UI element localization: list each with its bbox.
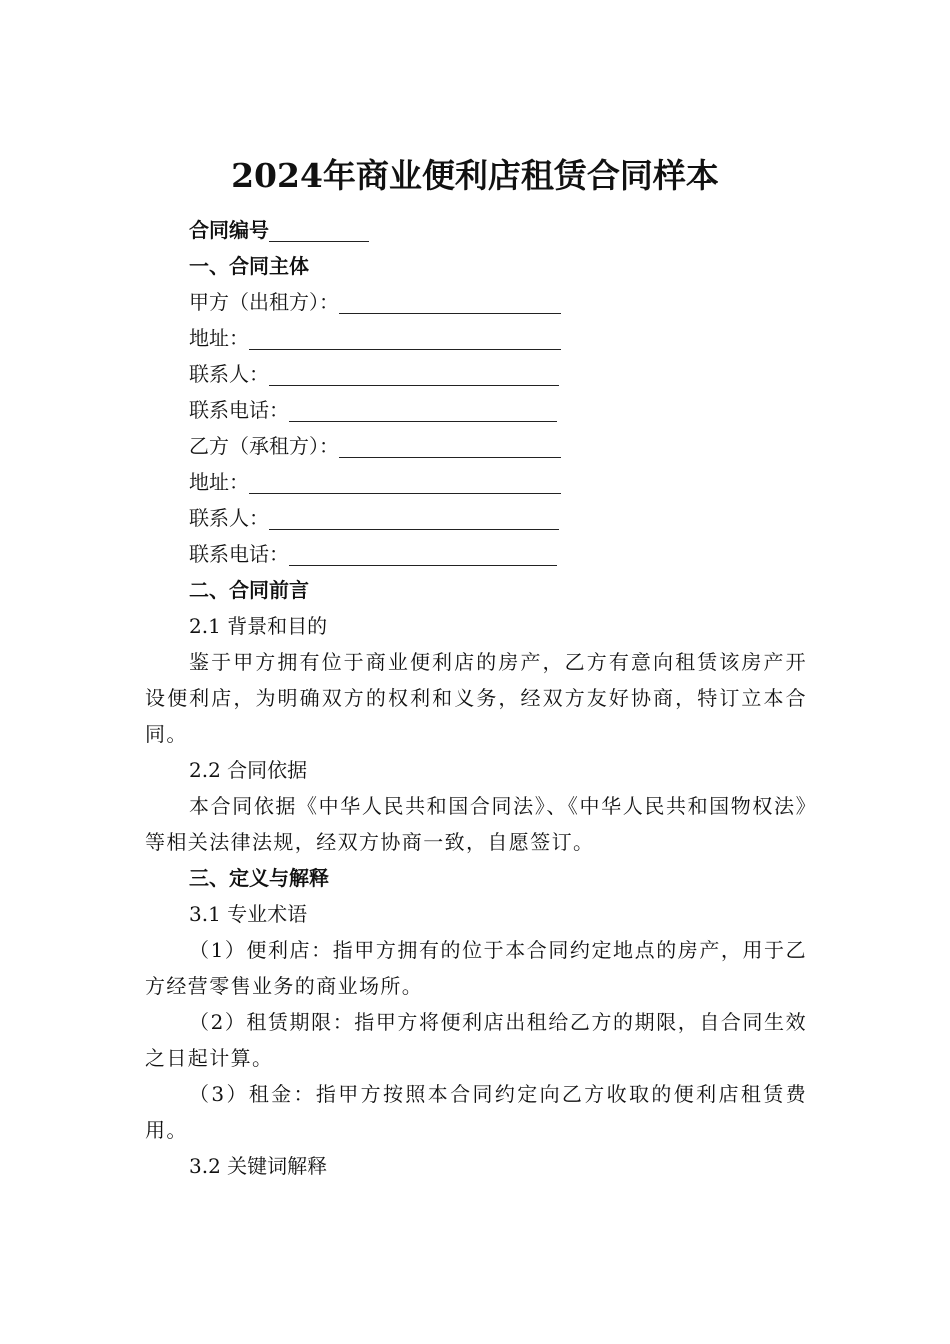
party-a-contact-row: [145, 356, 807, 392]
party-a-label: 甲方（出租方）：: [189, 290, 339, 314]
party-a-phone-row: [145, 392, 807, 428]
party-b-address-row: [145, 464, 807, 500]
party-a-address-label: 地址：: [189, 326, 249, 350]
section-3-2-heading: 3.2 关键词解释: [189, 1154, 328, 1178]
party-b-phone-label: 联系电话：: [189, 542, 289, 566]
party-a-address-blank: [249, 325, 561, 350]
party-a-contact-label: 联系人：: [189, 362, 269, 386]
contract-number-label: 合同编号: [189, 218, 269, 242]
party-b-address-blank: [249, 469, 561, 494]
section-2-heading: 二、合同前言: [189, 578, 309, 602]
section-3-1-heading: 3.1 专业术语: [189, 902, 308, 926]
party-a-address-row: [145, 320, 807, 356]
party-a-contact-blank: [269, 361, 559, 386]
section-3-heading: 三、定义与解释: [189, 866, 329, 890]
term-2-paragraph: （2）租赁期限：指甲方将便利店出租给乙方的期限，自合同生效之日起计算。: [145, 1010, 807, 1070]
section-2-2-paragraph: 本合同依据《中华人民共和国合同法》、《中华人民共和国物权法》等相关法律法规，经双方协商一致，自愿签订。: [145, 794, 807, 854]
section-2-2-heading: 2.2 合同依据: [189, 758, 308, 782]
party-b-address-label: 地址：: [189, 470, 249, 494]
section-1-heading: 一、合同主体: [189, 254, 309, 278]
party-b-contact-row: [145, 500, 807, 536]
party-b-phone-blank: [289, 541, 557, 566]
party-b-phone-row: [145, 536, 807, 572]
term-3-paragraph: （3）租金：指甲方按照本合同约定向乙方收取的便利店租赁费用。: [145, 1082, 807, 1142]
party-b-label: 乙方（承租方）：: [189, 434, 339, 458]
party-a-phone-blank: [289, 397, 557, 422]
party-a-row: [145, 284, 807, 320]
party-a-phone-label: 联系电话：: [189, 398, 289, 422]
term-1-paragraph: （1）便利店：指甲方拥有的位于本合同约定地点的房产，用于乙方经营零售业务的商业场所。: [145, 938, 807, 998]
contract-number-blank: [269, 217, 369, 242]
party-a-blank: [339, 289, 561, 314]
document-body: [145, 212, 807, 1184]
party-b-row: [145, 428, 807, 464]
section-2-1-heading: 2.1 背景和目的: [189, 614, 328, 638]
section-2-1-paragraph: 鉴于甲方拥有位于商业便利店的房产，乙方有意向租赁该房产开设便利店，为明确双方的权利和义务，经双方友好协商，特订立本合同。: [145, 650, 807, 746]
party-b-contact-label: 联系人：: [189, 506, 269, 530]
document-title: 2024年商业便利店租赁合同样本: [231, 156, 719, 195]
contract-number-row: [145, 212, 807, 248]
party-b-contact-blank: [269, 505, 559, 530]
party-b-blank: [339, 433, 561, 458]
